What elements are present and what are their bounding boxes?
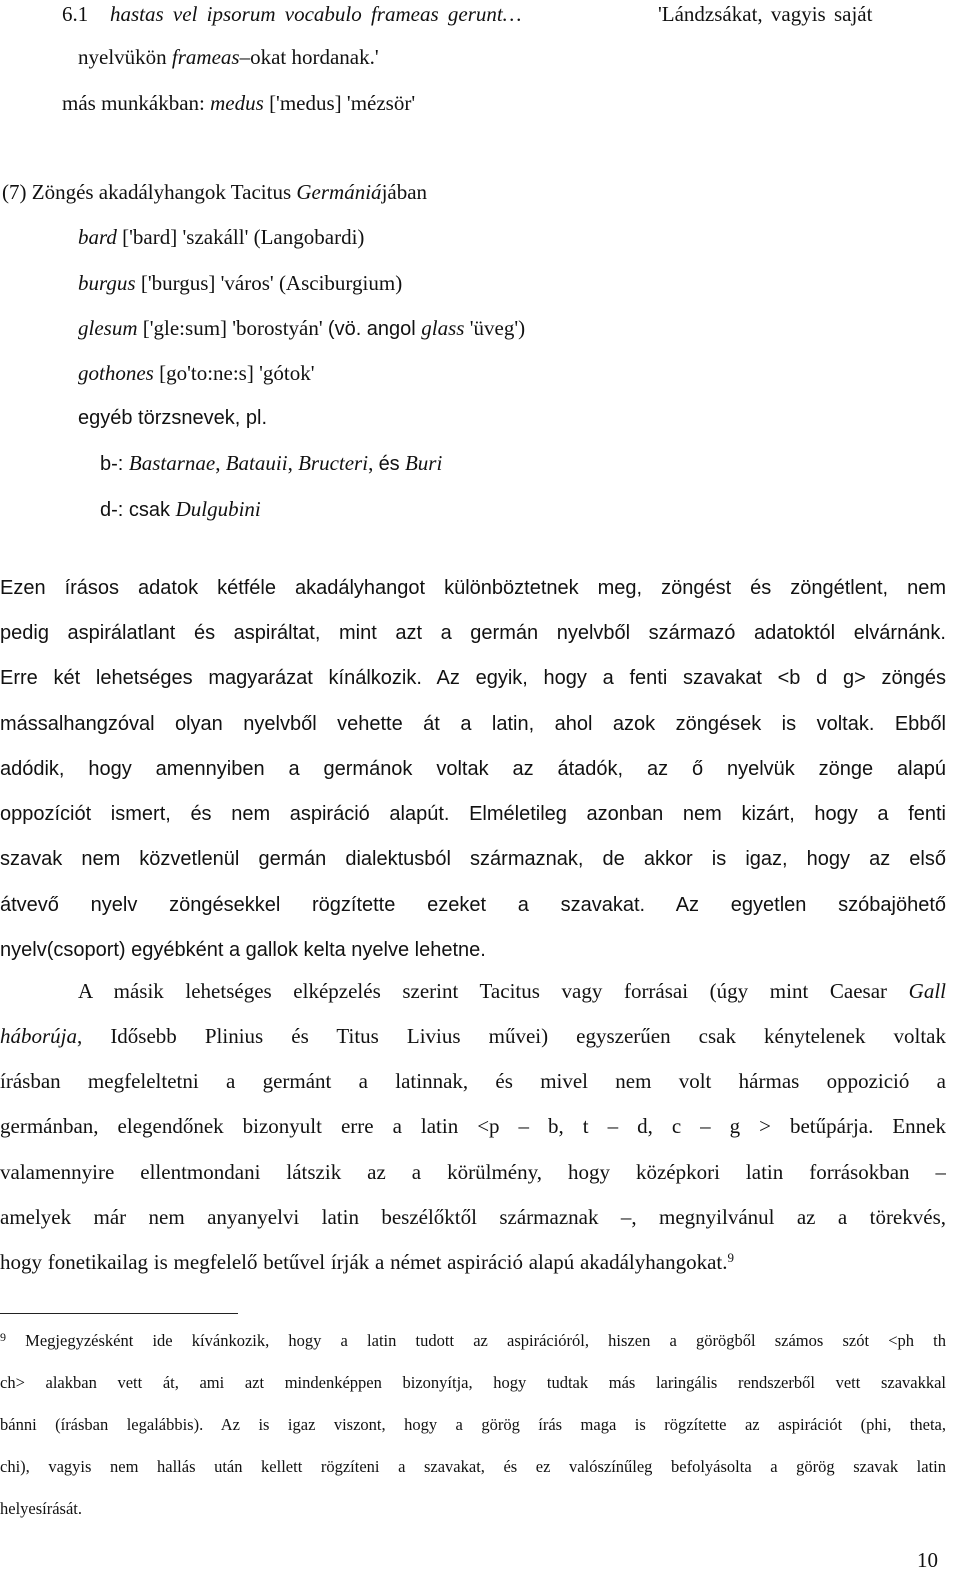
latin-word: bard <box>78 225 117 249</box>
para1-line: Erre két lehetséges magyarázat kínálkozik. Az egyik, hogy a fenti szavakat <b d g> zöngés <box>0 667 946 689</box>
footnote-line: chi), vagyis nem hallás után kellett rögzíteni a szavakat, és ez valószínűleg befolyásolta a görög szavak latin <box>0 1457 946 1476</box>
text: Megjegyzésként ide kívánkozik, hogy a latin tudott az aspirációról, hiszen a görögből számos szót <ph th <box>25 1331 946 1350</box>
item-number: 6.1 <box>62 2 89 26</box>
text: egyéb törzsnevek, pl. <box>78 407 267 429</box>
gloss: [go'to:ne:s] 'gótok' <box>153 361 315 385</box>
para2-line: amelyek már nem anyanyelvi latin beszélőktől származnak –, megnyilvánul az a törekvés, <box>0 1205 946 1229</box>
gloss: ['gle:sum] 'borostyán' <box>137 316 328 340</box>
text: A másik lehetséges elképzelés szerint Tacitus vagy forrásai (úgy mint Caesar <box>78 979 909 1003</box>
para2-line: valamennyire ellentmondani látszik az a körülmény, hogy középkori latin forrásokban – <box>0 1160 946 1184</box>
footnote-line: ch> alakban vett át, ami azt mindenképpen bizonyítja, hogy tudtak más laringális rendszerből vett szavakkal <box>0 1373 946 1392</box>
label: b-: <box>100 453 129 475</box>
footnote-rule <box>0 1313 238 1314</box>
page-number: 10 <box>917 1548 938 1572</box>
italic-word: Germániá <box>296 180 382 204</box>
latin-word: medus <box>210 91 264 115</box>
latin-word: burgus <box>78 271 136 295</box>
para1-line: nyelv(csoport) egyébként a gallok kelta nyelve lehetne. <box>0 939 486 961</box>
para1-line: szavak nem közvetlenül germán dialektusból származnak, de akkor is igaz, hogy az első <box>0 848 946 870</box>
tribe-name: Bructeri <box>298 451 369 475</box>
para1-line: adódik, hogy amennyiben a germánok voltak az átadók, az ő nyelvük zönge alapú <box>0 758 946 780</box>
tribe-name: Buri <box>404 451 443 475</box>
footnote-ref: 9 <box>727 1250 734 1265</box>
latin-word: frameas <box>171 45 240 69</box>
footnote-line: helyesírását. <box>0 1499 83 1518</box>
italic-word: háborúja <box>0 1024 78 1048</box>
italic-word: Gall <box>908 979 946 1003</box>
text: hogy fonetikailag is megfelelő betűvel írják a német aspiráció alapú akadályhangokat. <box>0 1250 728 1274</box>
footnote-line: bánni (írásban legalábbis). Az is igaz viszont, hogy a görög írás maga is rögzítette az aspirációt (phi, theta, <box>0 1415 946 1434</box>
comparison: (vö. angol <box>327 318 422 340</box>
para1-line: Ezen írásos adatok kétféle akadályhangot különböztetnek meg, zöngést és zöngétlent, nem <box>0 577 946 599</box>
latin-word: gothones <box>78 361 154 385</box>
text: –okat hordanak.' <box>239 45 379 69</box>
text: ['medus] 'mézsör' <box>263 91 416 115</box>
gloss: ['burgus] 'város' (Asciburgium) <box>135 271 403 295</box>
para2-line: germánban, elegendőnek bizonyult erre a latin <p – b, t – d, c – g > betűpárja. Ennek <box>0 1114 946 1138</box>
para2-line <box>0 979 946 1003</box>
gloss: ['bard] 'szakáll' (Langobardi) <box>116 225 365 249</box>
footnote-line <box>0 1331 946 1351</box>
footnote-number: 9 <box>0 1331 6 1344</box>
latin-quote: hastas vel ipsorum vocabulo frameas gerunt… <box>110 2 522 26</box>
tribe-name: Bastarnae <box>128 451 216 475</box>
comparison-gloss: 'üveg') <box>464 316 526 340</box>
para2-line: írásban megfeleltetni a germánt a latinnak, és mivel nem volt hármas oppozició a <box>0 1069 946 1093</box>
para1-line: átvevő nyelv zöngésekkel rögzítette ezeket a szavakat. Az egyetlen szóbajöhető <box>0 894 946 916</box>
conjunction: és <box>378 453 400 475</box>
tribe-name: Dulgubini <box>175 497 261 521</box>
text: , Idősebb Plinius és Titus Livius művei) egyszerűen csak kénytelenek voltak <box>77 1024 946 1048</box>
text: nyelvükön <box>78 45 172 69</box>
latin-word: glesum <box>78 316 138 340</box>
document-page: 6.1 hastas vel ipsorum vocabulo frameas gerunt… 'Lándzsákat, vagyis saját nyelvükön frameas–okat hordanak.' más munkákban: medus ['medus] 'mézsör' (7) Zöngés akadályhangok Tacitus Germániájában bard ['bard] 'szakáll' (Langobardi) burgus ['burgus] 'város' (Asciburgium) glesum ['gle:sum] 'borostyán' (vö. angol glass 'üveg') gothones [go'to:ne:s] 'gótok' egyéb törzsnevek, pl. b-: Bastarnae, Batauii, Bructeri, és Buri d-: csak Dulgubini Ezen írásos adatok kétféle akadályhangot különböztetnek meg, zöngést és zöngétlent, nem pedig aspirálatlant és aspiráltat, mint azt a germán nyelvből származó adatoktól elvárnánk. Erre két lehetséges magyarázat kínálkozik. Az egyik, hogy a fenti szavakat <b d g> zöngés mássalhangzóval olyan nyelvből vehette át a latin, ahol azok zöngések is voltak. Ebből adódik, hogy amennyiben a germánok voltak az átadók, az ő nyelvük zönge alapú oppozíciót ismert, és nem aspiráció alapút. Elméletileg azonban nem kizárt, hogy a fenti szavak nem közvetlenül germán dialektusból származnak, de akkor is igaz, hogy az első átvevő nyelv zöngésekkel rögzítette ezeket a szavakat. Az egyetlen szóbajöhető nyelv(csoport) egyébként a gallok kelta nyelve lehetne. A másik lehetséges elképzelés szerint Tacitus vagy forrásai (úgy mint Caesar Gall háborúja, Idősebb Plinius és Titus Livius művei) egyszerűen csak kénytelenek voltak írásban megfeleltetni a germánt a latinnak, és mivel nem volt hármas oppozició a germánban, elegendőnek bizonyult erre a latin <p – b, t – d, c – g > betűpárja. Ennek valamennyire ellentmondani látszik az a körülmény, hogy középkori latin forrásokban – amelyek már nem anyanyelvi latin beszélőktől származnak –, megnyilvánul az a törekvés, hogy fonetikailag is megfelelő betűvel írják a német aspiráció alapú akadályhangokat.$^9$ $^9$ Megjegyzésként ide kívánkozik, hogy a latin tudott az aspirációról, hiszen a görögből számos szót <ph th ch> alakban vett át, ami azt mindenképpen bizonyítja, hogy tudtak más laringális rendszerből vett szavakkal bánni (írásban legalábbis). Az is igaz viszont, hogy a görög írás maga is rögzítette az aspirációt (phi, theta, chi), vagyis nem hallás után kellett rögzíteni a szavakat, és ez valószínűleg befolyásolta a görög szavak latin helyesírását. 10 <box>0 0 960 1590</box>
translation: 'Lándzsákat, vagyis saját <box>658 2 873 26</box>
para1-line: pedig aspirálatlant és aspiráltat, mint azt a germán nyelvből származó adatoktól elvárnánk. <box>0 622 946 644</box>
para1-line: mássalhangzóval olyan nyelvből vehette át a latin, ahol azok zöngések is voltak. Ebből <box>0 713 946 735</box>
para1-line: oppozíciót ismert, és nem aspiráció alapút. Elméletileg azonban nem kizárt, hogy a fenti <box>0 803 946 825</box>
text: jában <box>381 180 428 204</box>
english-word: glass <box>421 316 465 340</box>
label: d-: csak <box>100 499 176 521</box>
para2-line <box>0 1024 946 1048</box>
text: más munkákban: <box>62 91 211 115</box>
text: (7) Zöngés akadályhangok Tacitus <box>2 180 297 204</box>
tribe-name: Batauii <box>225 451 288 475</box>
